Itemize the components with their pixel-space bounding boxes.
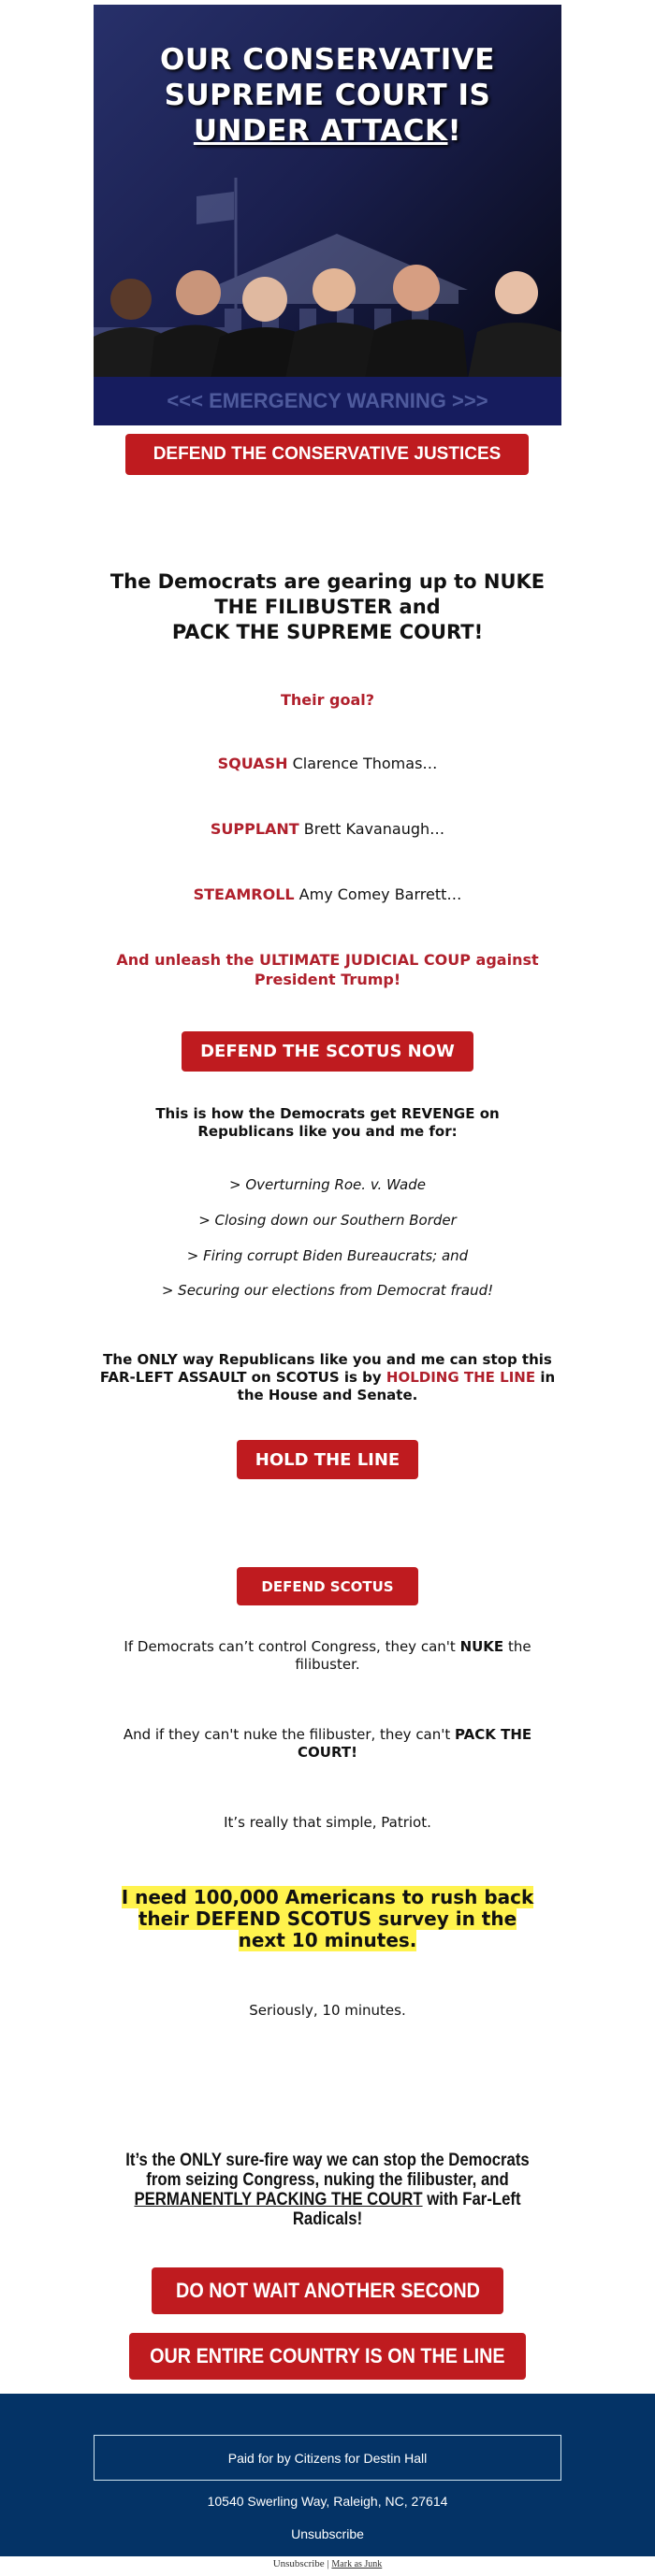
coup-statement: And unleash the ULTIMATE JUDICIAL COUP against President Trump! xyxy=(116,951,539,988)
urgent-request: I need 100,000 Americans to rush back their DEFEND SCOTUS survey in the next 10 minutes. xyxy=(121,1886,534,1951)
defend-scotus-button[interactable]: DEFEND SCOTUS xyxy=(237,1567,418,1605)
revenge-statement: This is how the Democrats get REVENGE on Republicans like you and me for: xyxy=(155,1105,500,1140)
seriously-statement: Seriously, 10 minutes. xyxy=(249,2002,406,2019)
footer-unsubscribe-link[interactable]: Unsubscribe xyxy=(291,2526,364,2541)
goal-question: Their goal? xyxy=(280,691,375,709)
paid-for-disclaimer: Paid for by Citizens for Destin Hall xyxy=(94,2435,561,2481)
footer xyxy=(0,2394,655,2556)
bullet-item: > Closing down our Southern Border xyxy=(198,1212,457,1229)
hero-line-2: SUPREME COURT IS xyxy=(164,79,491,112)
defend-scotus-now-button[interactable]: DEFEND THE SCOTUS NOW xyxy=(182,1031,473,1072)
target-line-kavanaugh: SUPPLANT Brett Kavanaugh… xyxy=(210,820,445,838)
target-line-thomas: SQUASH Clarence Thomas… xyxy=(217,755,438,772)
hero-line-1: OUR CONSERVATIVE xyxy=(160,43,495,77)
mark-as-junk-link[interactable]: Mark as Junk xyxy=(331,2559,383,2569)
bullet-item: > Overturning Roe. v. Wade xyxy=(229,1176,426,1193)
defend-justices-button[interactable]: DEFEND THE CONSERVATIVE JUSTICES xyxy=(125,434,529,475)
pack-statement: And if they can't nuke the filibuster, they can't PACK THE COURT! xyxy=(123,1726,532,1761)
bottom-unsubscribe-link[interactable]: Unsubscribe xyxy=(272,2558,325,2569)
main-headline: The Democrats are gearing up to NUKE THE FILIBUSTER and PACK THE SUPREME COURT! xyxy=(109,570,546,643)
nuke-statement: If Democrats can’t control Congress, they can't NUKE the filibuster. xyxy=(124,1638,531,1673)
simple-statement: It’s really that simple, Patriot. xyxy=(224,1814,431,1831)
bullet-item: > Securing our elections from Democrat fraud! xyxy=(161,1282,494,1299)
hero-line-3: UNDER ATTACK! xyxy=(193,114,462,148)
bullet-item: > Firing corrupt Biden Bureaucrats; and xyxy=(186,1247,469,1264)
emergency-warning-banner: <<< EMERGENCY WARNING >>> xyxy=(94,377,561,425)
surefire-statement: It’s the ONLY sure-fire way we can stop the Democrats from seizing Congress, nuking the filibuster, and PERMANENTLY PACKING THE COURT with Far-Left Radicals! xyxy=(125,2151,530,2229)
only-way-statement: The ONLY way Republicans like you and me can stop this FAR-LEFT ASSAULT on SCOTUS is by HOLDING THE LINE in the House and Senate. xyxy=(99,1351,556,1403)
hold-the-line-button[interactable]: HOLD THE LINE xyxy=(237,1440,418,1479)
justice-figure xyxy=(94,265,561,379)
footer-address: 10540 Swerling Way, Raleigh, NC, 27614 xyxy=(207,2494,448,2509)
hero-headline xyxy=(94,42,561,149)
hero-image[interactable] xyxy=(94,5,561,425)
entire-country-button[interactable]: OUR ENTIRE COUNTRY IS ON THE LINE xyxy=(129,2333,526,2380)
do-not-wait-button[interactable]: DO NOT WAIT ANOTHER SECOND xyxy=(152,2267,503,2314)
target-line-barrett: STEAMROLL Amy Comey Barrett… xyxy=(193,885,462,903)
justices-photo xyxy=(94,257,561,379)
separator: | xyxy=(327,2558,329,2569)
bottom-links xyxy=(0,2558,655,2569)
